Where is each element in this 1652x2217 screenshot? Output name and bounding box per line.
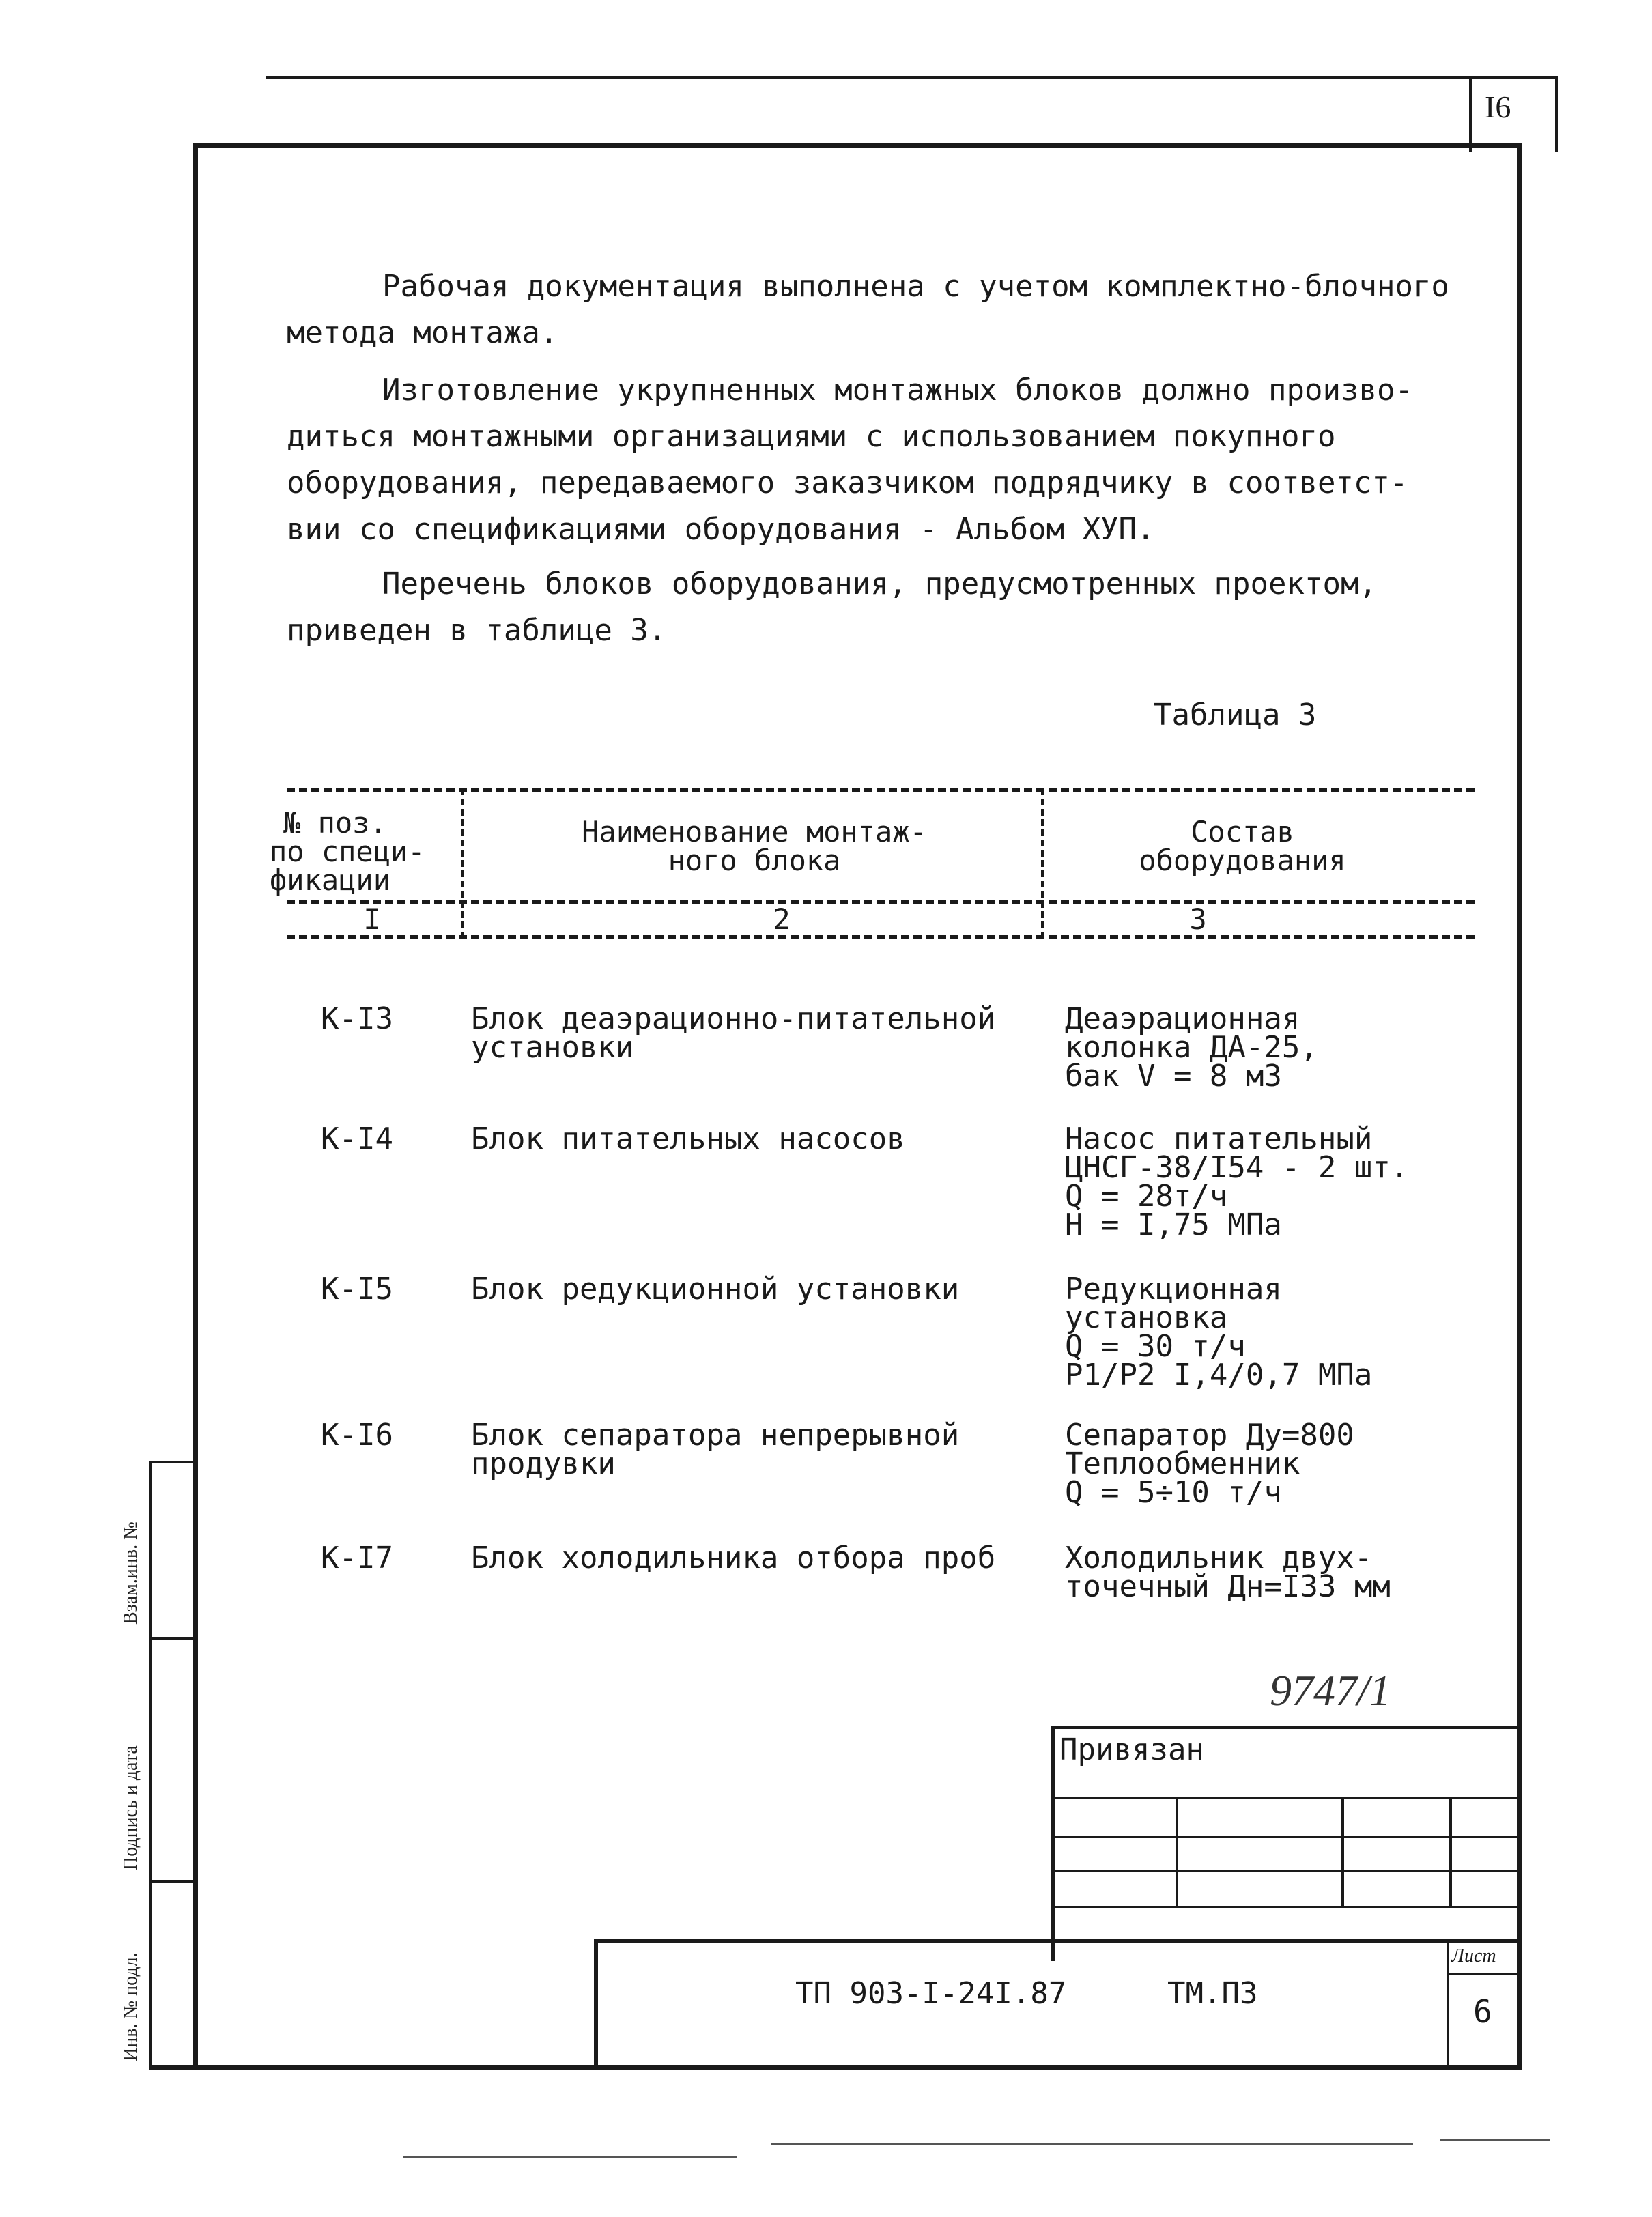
paragraph-2	[287, 367, 1502, 553]
row-block-name-line: Блок питательных насосов	[471, 1121, 905, 1156]
side-strip-outer	[149, 1461, 152, 2070]
page-number-box-left	[1469, 76, 1472, 152]
stamp-row-line-4	[1051, 1906, 1520, 1908]
row-equipment-line: колонка ДА-25,	[1065, 1030, 1318, 1065]
side-label-orig-inv: Инв. № подл.	[120, 1952, 141, 2061]
row-block-name	[471, 1541, 996, 1575]
row-block-name-line: Блок деаэрационно-питательной	[471, 1001, 996, 1036]
row-block-name	[471, 1272, 960, 1306]
header-block-name-line-1: Наименование монтаж-	[582, 815, 927, 848]
row-block-name-line: Блок холодильника отбора проб	[471, 1541, 996, 1575]
row-block-name-line: Блок редукционной установки	[471, 1272, 960, 1306]
row-block-name	[471, 1001, 996, 1065]
sheet-box-left	[1447, 1939, 1449, 2068]
header-equipment-line-2: оборудования	[1139, 844, 1346, 877]
header-block-name	[471, 815, 1038, 877]
table-caption: Таблица 3	[1154, 698, 1317, 732]
paragraph-3-line-2: приведен в таблице 3.	[287, 613, 667, 648]
sheet-number: 6	[1473, 1993, 1492, 2030]
row-equipment-line: бак V = 8 м3	[1065, 1059, 1282, 1093]
row-equipment-line: Холодильник двух-	[1065, 1541, 1373, 1575]
bottom-scan-line-2	[771, 2143, 1413, 2145]
side-strip-sep-3	[149, 1880, 197, 1883]
paragraph-2-line-1: Изготовление укрупненных монтажных блоков должно произво-	[382, 373, 1413, 407]
header-position-line-2: по специ-	[270, 835, 425, 868]
page-number: I6	[1485, 89, 1511, 124]
column-number-2: 2	[773, 902, 791, 936]
row-equipment-line: Сепаратор Ду=800	[1065, 1418, 1354, 1453]
row-equipment-line: Деаэрационная	[1065, 1001, 1300, 1036]
header-equipment	[1051, 815, 1434, 877]
row-equipment-line: установка	[1065, 1300, 1228, 1335]
paragraph-3	[287, 561, 1502, 654]
row-position: К-I5	[321, 1272, 393, 1306]
row-position: К-I3	[321, 1001, 393, 1036]
row-equipment	[1065, 1541, 1391, 1604]
row-equipment-line: Q = 5÷10 т/ч	[1065, 1475, 1282, 1510]
frame-top	[195, 143, 1522, 148]
sheet-box-divider	[1447, 1973, 1519, 1975]
table-rule-mid	[287, 900, 1475, 904]
title-block-left	[594, 1939, 598, 2068]
row-equipment-line: P1/P2 I,4/0,7 МПа	[1065, 1358, 1373, 1392]
table-col-sep-1	[461, 788, 464, 939]
document-suffix: ТМ.ПЗ	[1167, 1976, 1258, 2011]
stamp-top-border	[1051, 1726, 1520, 1729]
paragraph-2-line-3: оборудования, передаваемого заказчиком подрядчику в соответст-	[287, 466, 1408, 500]
row-block-name	[471, 1121, 905, 1156]
paragraph-1	[287, 263, 1502, 356]
row-position: К-I7	[321, 1541, 393, 1575]
side-strip-sep-1	[149, 1461, 197, 1463]
row-equipment	[1065, 1001, 1318, 1093]
row-equipment-line: Теплообменник	[1065, 1446, 1300, 1481]
row-equipment-line: H = I,75 МПа	[1065, 1207, 1282, 1242]
header-block-name-line-2: ного блока	[668, 844, 841, 877]
stamp-col-line-1	[1176, 1797, 1178, 1906]
page-number-box-right	[1555, 76, 1558, 152]
paragraph-2-line-2: диться монтажными организациями с использованием покупного	[287, 419, 1336, 454]
row-equipment-line: точечный Дн=I33 мм	[1065, 1569, 1391, 1604]
row-equipment-line: Q = 28т/ч	[1065, 1179, 1228, 1214]
header-equipment-line-1: Состав	[1191, 815, 1294, 848]
title-block-top	[594, 1939, 1522, 1943]
table-rule-top	[287, 788, 1475, 792]
bottom-scan-line-3	[1440, 2139, 1550, 2141]
stamp-left-border	[1051, 1726, 1055, 1961]
header-position	[270, 806, 461, 897]
document-code: ТП 903-I-24I.87	[795, 1976, 1067, 2011]
stamp-col-line-3	[1449, 1797, 1452, 1906]
row-equipment-line: Насос питательный	[1065, 1121, 1373, 1156]
frame-right	[1517, 143, 1522, 2070]
column-number-3: 3	[1189, 902, 1207, 936]
row-equipment-line: Редукционная	[1065, 1272, 1282, 1306]
row-block-name	[471, 1418, 960, 1481]
stamp-col-line-2	[1341, 1797, 1344, 1906]
top-rule	[266, 76, 1556, 79]
column-number-1: I	[363, 902, 381, 936]
paragraph-1-line-2: метода монтажа.	[287, 315, 558, 350]
side-label-signature-date: Подпись и дата	[120, 1745, 141, 1870]
row-equipment	[1065, 1418, 1354, 1510]
table-rule-bottom	[287, 935, 1475, 939]
row-equipment	[1065, 1272, 1373, 1392]
row-position: К-I6	[321, 1418, 393, 1453]
header-position-line-1: № поз.	[283, 806, 387, 840]
row-equipment-line: Q = 30 т/ч	[1065, 1329, 1246, 1364]
paragraph-2-line-4: вии со спецификациями оборудования - Альбом ХУП.	[287, 512, 1155, 547]
row-block-name-line: установки	[471, 1030, 634, 1065]
frame-bottom	[149, 2065, 1522, 2070]
row-block-name-line: продувки	[471, 1446, 616, 1481]
table-col-sep-2	[1041, 788, 1044, 939]
side-label-replace-inv: Взам.инв. №	[120, 1521, 141, 1625]
row-equipment-line: ЦНСГ-38/I54 - 2 шт.	[1065, 1150, 1409, 1185]
header-position-line-3: фикации	[270, 863, 391, 897]
side-strip-sep-2	[149, 1637, 197, 1640]
handwritten-number: 9747/1	[1270, 1666, 1391, 1715]
row-position: К-I4	[321, 1121, 393, 1156]
bottom-scan-line-1	[403, 2156, 737, 2158]
bound-label: Привязан	[1059, 1732, 1204, 1767]
frame-left	[193, 143, 198, 2070]
row-block-name-line: Блок сепаратора непрерывной	[471, 1418, 960, 1453]
sheet-label: Лист	[1451, 1945, 1496, 1966]
row-equipment	[1065, 1121, 1409, 1242]
paragraph-3-line-1: Перечень блоков оборудования, предусмотренных проектом,	[382, 567, 1377, 601]
paragraph-1-line-1: Рабочая документация выполнена с учетом комплектно-блочного	[382, 269, 1449, 304]
